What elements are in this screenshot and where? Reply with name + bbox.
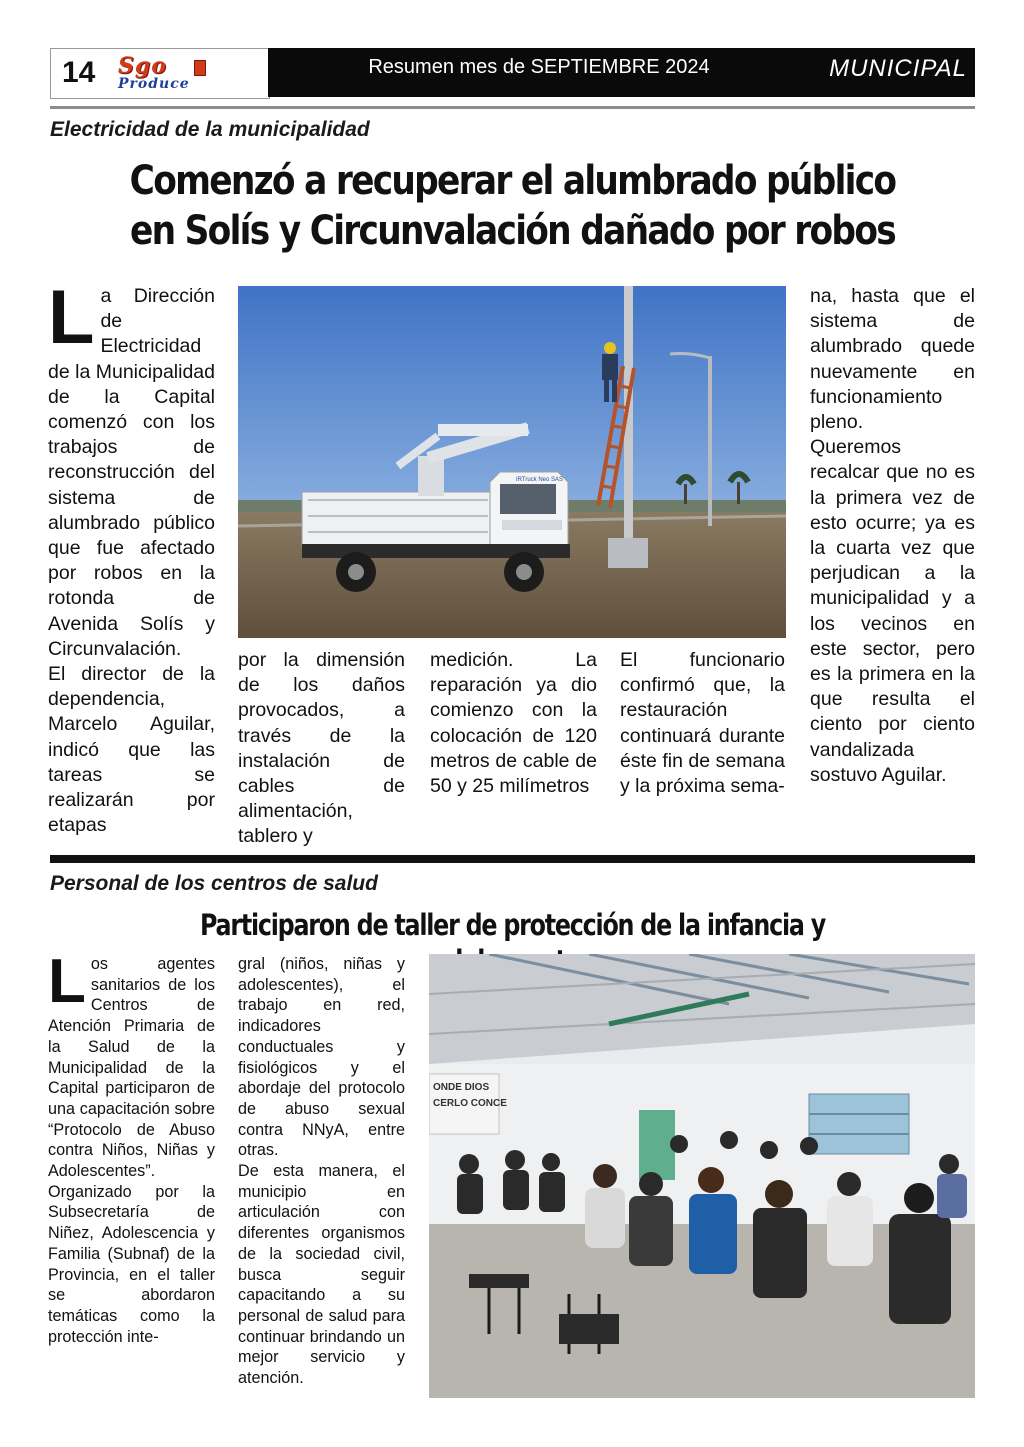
article1-headline bbox=[115, 156, 911, 256]
article2-dropcap: L bbox=[48, 947, 86, 1016]
article1-col1-para2: El director de la dependencia, Marcelo Aguilar, indicó que las tareas se realizarán por etapas bbox=[48, 663, 215, 837]
photo-sign-line2: CERLO CONCE bbox=[433, 1098, 507, 1109]
article2-kicker: Personal de los centros de salud bbox=[50, 872, 378, 895]
article1-headline-line2: en Solís y Circunvalación dañado por robos bbox=[129, 208, 895, 254]
logo-flag-icon bbox=[194, 60, 206, 76]
article1-column-4: El funcionario confirmó que, la restauración continuará durante éste fin de semana y la próxima sema- bbox=[620, 649, 785, 798]
article2-headline: Participaron de taller de protección de la infancia y bbox=[199, 908, 826, 942]
header-month: Resumen mes de SEPTIEMBRE 2024 bbox=[368, 56, 710, 78]
section-divider bbox=[50, 855, 975, 863]
logo-text-top: Sgo bbox=[118, 53, 167, 79]
header-section: MUNICIPAL bbox=[829, 55, 967, 82]
article1-column-1 bbox=[48, 275, 215, 838]
article2-column-1 bbox=[48, 947, 215, 1347]
article1-headline-line1: Comenzó a recuperar el alumbrado público bbox=[129, 158, 896, 204]
article2-photo-workshop bbox=[429, 954, 975, 1398]
page-number: 14 bbox=[62, 56, 96, 89]
logo-text-bottom: Produce bbox=[118, 76, 190, 92]
photo-sign-line1: ONDE DIOS bbox=[433, 1082, 490, 1093]
article1-column-5 bbox=[810, 284, 975, 788]
article1-col5-para2: Queremos recalcar que no es la primera vez de esto ocurre; ya es la cuarta vez que perjudican a la municipalidad y a los vecinos en este sector, pero es la primera en la que resulta el ciento por ciento vandalizada sostuvo Aguilar. bbox=[810, 436, 975, 786]
article1-col5-para1: na, hasta que el sistema de alumbrado quede nuevamente en funcionamiento pleno. bbox=[810, 285, 975, 434]
header-rule bbox=[50, 106, 975, 109]
article2-colb-para2: De esta manera, el municipio en articulación con diferentes organismos de la sociedad civil, busca seguir capacitando a su personal de salud para continuar brindando un mejor servicio y atención. bbox=[238, 1162, 405, 1388]
article2-column-2 bbox=[238, 954, 405, 1389]
article2-cola-para2: Organizado por la Subsecretaría de Niñez, Adolescencia y Familia (Subnaf) de la Provincia, en el taller se abordaron temáticas como la protección inte- bbox=[48, 1182, 215, 1346]
truck-door-text: IRTruck Neo SAS bbox=[516, 477, 564, 483]
article1-col1-para1: a Dirección de Electricidad de la Municipalidad de la Capital comenzó con los trabajos de reconstrucción del sistema de alumbrado público que fue afectado por robos en la rotonda de Avenida Solís y Circunvalación. bbox=[48, 285, 215, 660]
article1-kicker: Electricidad de la municipalidad bbox=[50, 118, 370, 141]
article1-column-3: medición. La reparación ya dio comienzo con la colocación de 120 metros de cable de 50 y 25 milímetros bbox=[430, 649, 597, 798]
article1-photo-crane-truck bbox=[238, 286, 786, 638]
article1-dropcap: L bbox=[48, 275, 95, 360]
article1-column-2: por la dimensión de los daños provocados, a través de la instalación de cables de alimentación, tablero y bbox=[238, 649, 405, 848]
article2-cola-para1: os agentes sanitarios de los Centros de Atención Primaria de la Salud de la Municipalidad de la Capital participaron de una capacitación sobre “Protocolo de Abuso contra Niños, Niñas y Adolescentes”. bbox=[48, 955, 215, 1181]
article2-colb-para1: gral (niños, niñas y adolescentes), el trabajo en red, indicadores conductuales y fisiológicos y el abordaje del protocolo de abuso sexual contra NNyA, entre otras. bbox=[238, 955, 405, 1160]
